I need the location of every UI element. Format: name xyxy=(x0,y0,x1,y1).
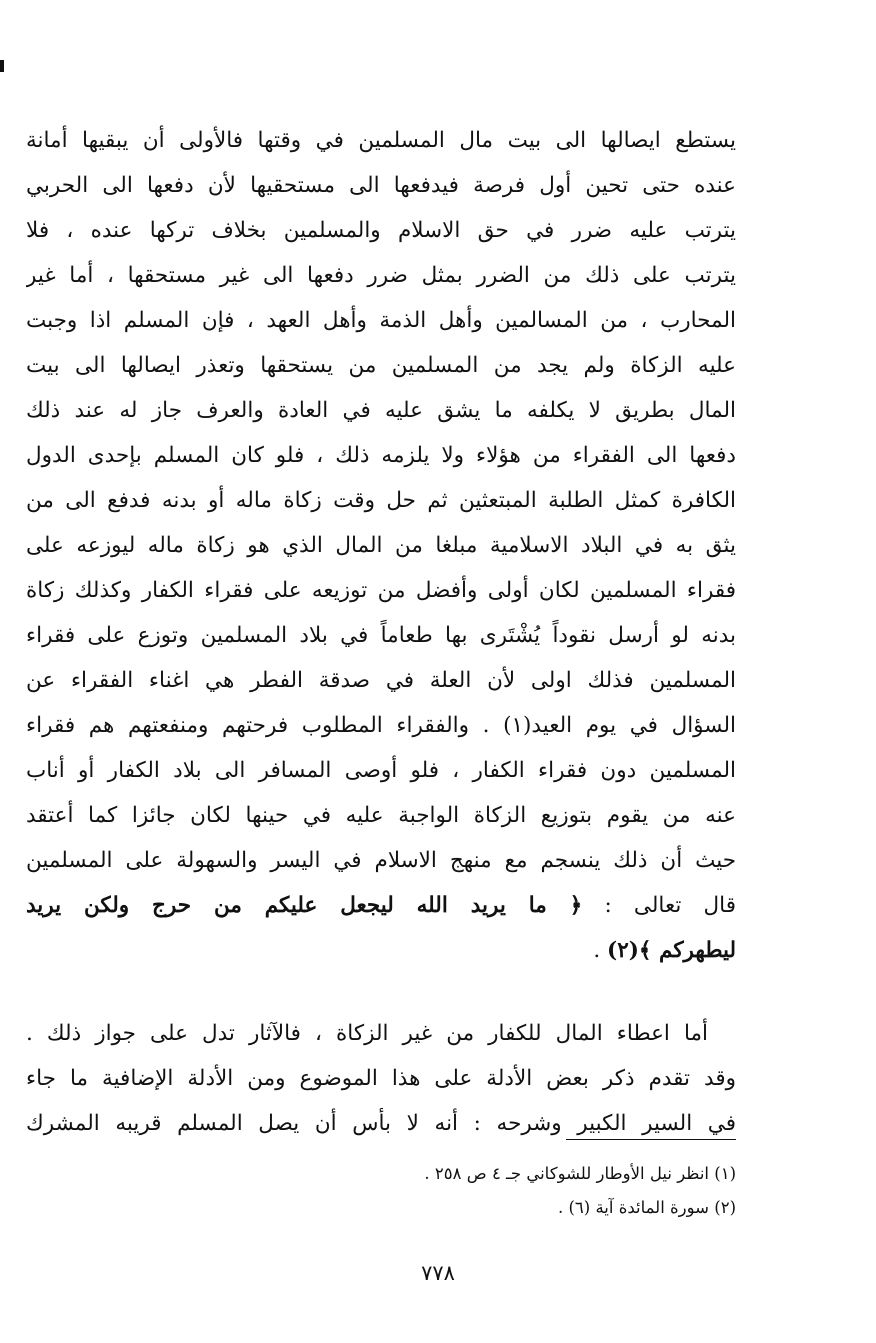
verse-period: . xyxy=(593,938,607,963)
text-line: عنده حتى تحين أول فرصة فيدفعها الى مستحقيها لأن دفعها الى الحربي xyxy=(26,173,736,198)
text-line: يترتب على ذلك من الضرر بمثل ضرر دفعها الى غير مستحقها ، أما غير xyxy=(26,263,736,288)
footnote-1: (١) انظر نيل الأوطار للشوكاني جـ ٤ ص ٢٥٨ . xyxy=(424,1164,736,1183)
text-line: المال بطريق لا يكلفه ما يشق عليه في العادة والعرف جاز له عند ذلك xyxy=(26,398,736,423)
text-line: في السير الكبير وشرحه : أنه لا بأس أن يصل المسلم قريبه المشرك xyxy=(26,1111,736,1136)
text-line: يستطع ايصالها الى بيت مال المسلمين في وقتها فالأولى أن يبقيها أمانة xyxy=(26,128,736,153)
text-line: السؤال في يوم العيد(١) . والفقراء المطلوب فرحتهم ومنفعتهم هم فقراء xyxy=(26,713,736,738)
text-line: دفعها الى الفقراء من هؤلاء ولا يلزمه ذلك ، فلو كان المسلم بإحدى الدول xyxy=(26,443,736,468)
text-line: حيث أن ذلك ينسجم مع منهج الاسلام في اليسر والسهولة على المسلمين xyxy=(26,848,736,873)
text-line: أما اعطاء المال للكفار من غير الزكاة ، فالآثار تدل على جواز ذلك . xyxy=(26,1021,708,1046)
paragraph-gap xyxy=(26,973,736,1011)
verse-line xyxy=(26,883,736,928)
main-text xyxy=(26,118,736,1146)
text-line: المحارب ، من المسالمين وأهل الذمة وأهل العهد ، فإن المسلم اذا وجبت xyxy=(26,308,736,333)
text-line: عنه من يقوم بتوزيع الزكاة الواجبة عليه في حينها لكان جائزا كما أعتقد xyxy=(26,803,736,828)
text-line: وقد تقدم ذكر بعض الأدلة على هذا الموضوع ومن الأدلة الإضافية ما جاء xyxy=(26,1066,736,1091)
text-line: يترتب عليه ضرر في حق الاسلام والمسلمين بخلاف تركها عنده ، فلا xyxy=(26,218,736,243)
text-line: المسلمين دون فقراء الكفار ، فلو أوصى المسافر الى بلاد الكفار أو أناب xyxy=(26,758,736,783)
footnotes xyxy=(136,1157,736,1225)
verse-line xyxy=(26,928,736,973)
quran-verse: ﴿ ما يريد الله ليجعل عليكم من حرج ولكن يريد xyxy=(26,893,583,918)
text-line: المسلمين فذلك اولى لأن العلة في صدقة الفطر هي اغناء الفقراء عن xyxy=(26,668,736,693)
footnote-divider xyxy=(566,1139,736,1140)
text-line: فقراء المسلمين لكان أولى وأفضل من توزيعه على فقراء الكفار وكذلك زكاة xyxy=(26,578,736,603)
text-line: عليه الزكاة ولم يجد من المسلمين من يستحقها وتعذر ايصالها الى بيت xyxy=(26,353,736,378)
text-line: بدنه لو أرسل نقوداً يُشْتَرى بها طعاماً في بلاد المسلمين وتوزع على فقراء xyxy=(26,623,736,648)
text-line: يثق به في البلاد الاسلامية مبلغا من المال الذي هو زكاة ماله ليوزعه على xyxy=(26,533,736,558)
text-line: الكافرة كمثل الطلبة المبتعثين ثم حل وقت زكاة ماله أو بدنه فدفع الى من xyxy=(26,488,736,513)
footnote-2: (٢) سورة المائدة آية (٦) . xyxy=(557,1198,736,1217)
quran-verse-end: ليطهركم ﴾(٢) xyxy=(607,938,736,963)
scan-edge-mark xyxy=(0,60,4,72)
page-number: ٧٧٨ xyxy=(421,1261,455,1285)
verse-intro: قال تعالى : xyxy=(582,893,736,918)
